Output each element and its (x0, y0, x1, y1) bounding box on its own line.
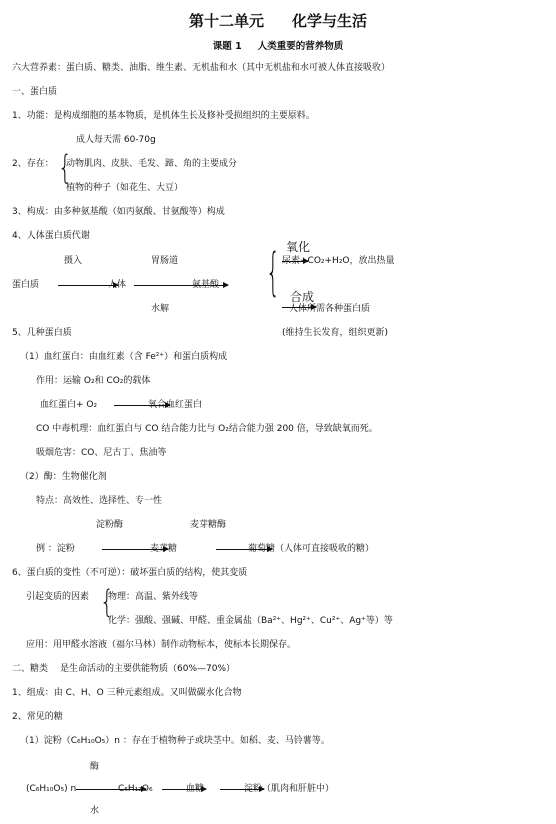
daily-need-line: 成人每天需 60-70g (76, 135, 156, 145)
starch-line: （1）淀粉（C₆H₁₀O₅）n ：存在于植物种子或块茎中。如稻、麦、马铃薯等。 (20, 736, 330, 746)
several-proteins: 5、几种蛋白质 (12, 328, 72, 338)
denature-line: 6、蛋白质的变性（不可逆）：破坏蛋白质的结构，使其变质 (12, 568, 248, 578)
synthesis-label: 合成 (290, 290, 315, 304)
nutrients-line: 六大营养素：蛋白质、糖类、油脂、维生素、无机盐和水（其中无机盐和水可被人体直接吸收） (12, 63, 391, 73)
maltose-label: 麦芽糖 (150, 544, 178, 554)
lesson-subtitle (0, 38, 556, 52)
maintain-note: (维持生长发育，组织更新) (282, 328, 389, 338)
common-sugars: 2、常见的糖 (12, 712, 63, 722)
hemoglobin-right: 氧合血红蛋白 (148, 400, 203, 410)
section-sugar (12, 664, 235, 675)
factor-label: 引起变质的因素 (26, 592, 90, 602)
formula-glucose: C₆H₁₂O₆ (118, 784, 153, 794)
enzyme-label: 酶 (90, 762, 100, 772)
sugar-composition: 1、组成：由 C、H、O 三种元素组成。又叫做碳水化合物 (12, 688, 242, 698)
enzyme-line: （2）酶：生物催化剂 (20, 472, 107, 482)
section-sugar-title: 二、糖类 (12, 664, 49, 674)
hemoglobin-role: 作用：运输 O₂和 CO₂的载体 (36, 376, 151, 386)
formula-start: (C₆H₁₀O₅) n (26, 784, 77, 794)
hemoglobin-left: 血红蛋白+ O₂ (40, 400, 98, 410)
exist-plant: 植物的种子（如花生、大豆） (66, 183, 184, 193)
glycogen-label: 淀粉（肌肉和肝脏中） (244, 784, 335, 794)
hemoglobin-line: （1）血红蛋白：由血红素（含 Fe²⁺）和蛋白质构成 (20, 352, 228, 362)
unit-title: 第十二单元 (188, 12, 264, 30)
stomach-label: 胃肠道 (151, 256, 179, 266)
exist-animal: 动物肌肉、皮肤、毛发、蹄、角的主要成分 (66, 159, 238, 169)
enzyme-features: 特点：高效性、选择性、专一性 (36, 496, 163, 506)
example-label: 例 ：淀粉 (36, 544, 75, 554)
compose-line: 3、构成：由多种氨基酸（如丙氨酸、甘氨酸等）构成 (12, 207, 225, 217)
water-label: 水 (90, 806, 100, 816)
lesson-number: 课题 1 (212, 41, 242, 52)
oxidize-label: 氧化 (286, 240, 311, 254)
maltase-label: 麦芽糖酶 (190, 520, 227, 530)
application-line: 应用：用甲醛水溶液（福尔马林）制作动物标本，使标本长期保存。 (26, 640, 297, 650)
chemical-factors: 化学：强酸、强碱、甲醛、重金属盐（Ba²⁺、Hg²⁺、Cu²⁺、Ag⁺等）等 (108, 616, 393, 626)
smoke-line: 吸烟危害：CO、尼古丁、焦油等 (36, 448, 167, 458)
brace-icon: { (266, 245, 280, 303)
exist-label: 2、存在： (12, 159, 54, 169)
lesson-name: 人类重要的营养物质 (257, 41, 344, 52)
blood-sugar-label: 血糖 (186, 784, 205, 794)
metabolism-line: 4、人体蛋白质代谢 (12, 231, 90, 241)
synthesis-result: 人体所需各种蛋白质 (289, 304, 371, 314)
section-protein: 一、蛋白质 (12, 87, 58, 97)
brace-icon: { (100, 585, 114, 621)
oxidation-products: 尿素+CO₂+H₂O，放出热量 (282, 256, 395, 266)
hydrolysis-label: 水解 (151, 304, 170, 314)
glucose-label: 葡萄糖（人体可直接吸收的糖） (248, 544, 375, 554)
amylase-label: 淀粉酶 (96, 520, 124, 530)
physical-factors: 物理：高温、紫外线等 (108, 592, 199, 602)
topic-title: 化学与生活 (292, 12, 368, 30)
section-sugar-desc: 是生命活动的主要供能物质（60%—70%） (60, 664, 236, 674)
intake-label: 摄入 (64, 256, 83, 266)
co-poison-line: CO 中毒机理：血红蛋白与 CO 结合能力比与 O₂结合能力强 200 倍，导致缺氧而死。 (36, 424, 378, 434)
amino-acid-label: 氨基酸 (192, 280, 220, 290)
brace-icon: { (58, 150, 72, 188)
function-line: 1、功能：是构成细胞的基本物质，是机体生长及修补受损组织的主要原料。 (12, 111, 315, 121)
body-label: 人体 (108, 280, 127, 290)
page-title (0, 12, 556, 30)
protein-label: 蛋白质 (12, 280, 40, 290)
